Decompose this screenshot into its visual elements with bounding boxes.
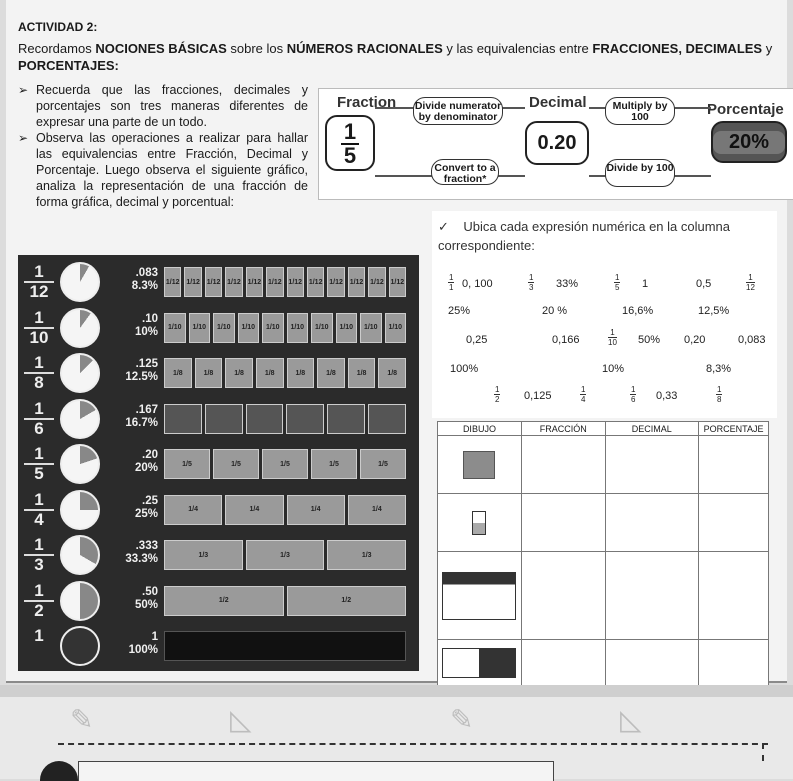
pie-icon <box>60 444 100 484</box>
fraction-wall <box>18 255 419 671</box>
column-header: DIBUJO <box>438 422 522 436</box>
fraction-numerator: 1 <box>24 445 54 465</box>
lower-strip <box>0 685 793 779</box>
fraction-cell: 1/12 <box>327 267 344 297</box>
row-decimal: .50 <box>142 585 158 598</box>
answer-cell[interactable] <box>699 552 769 640</box>
fraction-cell: 1/12 <box>307 267 324 297</box>
fraction-bar <box>164 631 406 661</box>
expression: 25% <box>448 305 471 317</box>
answer-cell[interactable] <box>521 436 605 494</box>
fraction-value <box>341 121 359 167</box>
expression: $\frac{1}{8}$ <box>717 385 722 404</box>
row-percent: 16.7% <box>125 416 158 429</box>
row-percent: 50% <box>134 598 158 611</box>
fraction-wall-row <box>18 350 419 396</box>
fraction-cell <box>164 404 202 434</box>
row-decimal: .167 <box>135 403 158 416</box>
decimal-label: Decimal <box>529 94 587 111</box>
row-decimal: .25 <box>142 494 158 507</box>
row-decimal: .083 <box>135 267 158 279</box>
pie-icon <box>60 535 100 575</box>
fraction-denominator: 6 <box>34 418 44 438</box>
fraction-denominator: 10 <box>29 327 49 347</box>
intro-bold: PORCENTAJES: <box>18 58 119 73</box>
expression: 10% <box>602 363 625 375</box>
fraction-cell: 1/10 <box>287 313 309 343</box>
answer-cell[interactable] <box>605 552 699 640</box>
answer-table <box>437 421 769 686</box>
row-decimal-percent <box>116 267 158 293</box>
pencil-icon: ✎ <box>70 704 94 735</box>
drawing-cell <box>438 552 522 640</box>
expression: 0,125 <box>524 390 552 402</box>
row-fraction <box>24 536 54 574</box>
fraction-cell: 1/5 <box>360 449 406 479</box>
answer-cell[interactable] <box>699 640 769 686</box>
pie-icon <box>60 353 100 393</box>
fraction-cell: 1/12 <box>246 267 263 297</box>
column-header: FRACCIÓN <box>521 422 605 436</box>
speech-box <box>78 761 554 781</box>
row-percent: 25% <box>134 507 158 520</box>
intro-text: sobre los <box>226 41 287 56</box>
pie-icon <box>60 308 100 348</box>
fraction-bar <box>164 586 406 616</box>
triangle-ruler-icon: ◺ <box>620 704 642 735</box>
fraction-wall-row <box>18 305 419 351</box>
dashed-border <box>58 743 768 745</box>
intro-text: y <box>762 41 773 56</box>
fraction-wall-row <box>18 441 419 487</box>
answer-cell[interactable] <box>699 494 769 552</box>
expression: 12,5% <box>698 305 730 317</box>
fraction-cell <box>368 404 406 434</box>
decimal-box <box>525 121 589 165</box>
fraction-wall-row <box>18 487 419 533</box>
fraction-bar <box>164 540 406 570</box>
arrow-icon: ➢ <box>18 83 29 97</box>
row-decimal-percent <box>116 586 158 612</box>
answer-cell[interactable] <box>521 552 605 640</box>
convert-fraction-label: Convert to a fraction* <box>431 159 499 185</box>
expression: 0,083 <box>738 334 766 346</box>
answer-cell[interactable] <box>605 494 699 552</box>
fraction-cell: 1/8 <box>256 358 284 388</box>
fraction-cell: 1/10 <box>385 313 407 343</box>
expression: 16,6% <box>622 305 654 317</box>
fraction-numerator: 1 <box>24 400 54 420</box>
fraction-cell: 1/8 <box>195 358 223 388</box>
row-percent: 10% <box>134 325 158 338</box>
percent-value: 20% <box>713 131 785 154</box>
bullet-item <box>18 82 308 130</box>
fraction-cell: 1/12 <box>205 267 222 297</box>
dashed-border <box>762 743 764 761</box>
bullet-text: Recuerda que las fracciones, decimales y porcentajes son tres maneras diferentes de expresar una parte de un todo. <box>36 83 308 129</box>
fraction-cell: 1/2 <box>287 586 407 616</box>
instruction-text <box>438 217 773 255</box>
fraction-cell: 1/8 <box>317 358 345 388</box>
intro-text: Recordamos <box>18 41 96 56</box>
fraction-cell: 1/12 <box>184 267 201 297</box>
fraction-denominator: 4 <box>34 509 44 529</box>
fraction-cell: 1/4 <box>348 495 406 525</box>
instructions-panel <box>432 211 777 418</box>
fraction-cell: 1/5 <box>311 449 357 479</box>
fraction-cell: 1/5 <box>213 449 259 479</box>
pie-icon <box>60 262 100 302</box>
fraction-cell <box>205 404 243 434</box>
fraction-cell: 1/3 <box>246 540 325 570</box>
square-drawing <box>463 451 495 479</box>
multiply-label: Multiply by 100 <box>605 97 675 125</box>
intro-bold: NÚMEROS RACIONALES <box>286 41 443 56</box>
expression: $\frac{1}{12}$ <box>746 273 755 292</box>
column-header: PORCENTAJE <box>699 422 769 436</box>
fraction-cell: 1/8 <box>287 358 315 388</box>
expression: $\frac{1}{1}$ <box>449 273 454 292</box>
answer-cell[interactable] <box>605 436 699 494</box>
divide-numerator-label: Divide numerator by denominator <box>413 97 503 125</box>
row-decimal-percent <box>116 404 158 430</box>
fraction-cell: 1/5 <box>164 449 210 479</box>
fraction-denominator: 5 <box>34 464 44 483</box>
fraction-numerator: 1 <box>24 582 54 602</box>
fraction-numerator: 1 <box>24 536 54 556</box>
fraction-wall-row <box>18 623 419 669</box>
intro-paragraph <box>18 40 786 74</box>
fraction-cell: 1/12 <box>266 267 283 297</box>
expression: 0,5 <box>696 278 712 290</box>
fraction-cell: 1/8 <box>348 358 376 388</box>
expression: 20 % <box>542 305 568 317</box>
fraction-wall-row <box>18 396 419 442</box>
fraction-cell: 1/10 <box>311 313 333 343</box>
column-header: DECIMAL <box>605 422 699 436</box>
pie-icon <box>60 490 100 530</box>
expression: 100% <box>450 363 479 375</box>
fraction-num: 1 <box>341 121 359 145</box>
fraction-wall-row <box>18 532 419 578</box>
split-drawing <box>442 648 516 678</box>
fraction-cell <box>327 404 365 434</box>
fraction-cell: 1/10 <box>262 313 284 343</box>
pie-icon <box>60 626 100 666</box>
expression: 1 <box>642 278 649 290</box>
expression: 0,166 <box>552 334 580 346</box>
fraction-cell: 1/10 <box>360 313 382 343</box>
expression: $\frac{1}{3}$ <box>529 273 534 292</box>
bullet-list <box>18 82 308 210</box>
answer-cell[interactable] <box>521 494 605 552</box>
fraction-numerator: 1 <box>34 626 44 645</box>
intro-text: y las equivalencias entre <box>442 41 593 56</box>
expression: 0, 100 <box>462 278 493 290</box>
expression: 0,33 <box>656 390 678 402</box>
expression: 33% <box>556 278 579 290</box>
check-icon: ✓ <box>438 219 449 234</box>
intro-bold: NOCIONES BÁSICAS <box>95 41 227 56</box>
fraction-wall-row <box>18 578 419 624</box>
fraction-bar <box>164 449 406 479</box>
row-decimal: .125 <box>135 358 158 370</box>
next-activity-area <box>0 697 793 779</box>
conversion-diagram <box>318 88 793 200</box>
expression: $\frac{1}{6}$ <box>631 385 636 404</box>
pencil-icon: ✎ <box>450 704 474 735</box>
row-decimal-percent <box>116 495 158 521</box>
expression: $\frac{1}{2}$ <box>495 385 500 404</box>
row-fraction <box>24 491 54 529</box>
fraction-cell: 1/4 <box>225 495 283 525</box>
arrow-icon: ➢ <box>18 131 29 145</box>
fraction-cell: 1/10 <box>238 313 260 343</box>
fraction-numerator: 1 <box>24 354 54 374</box>
answer-cell[interactable] <box>699 436 769 494</box>
instruction-body: Ubica cada expresión numérica en la columna correspondiente: <box>438 219 731 253</box>
activity-title: ACTIVIDAD 2: <box>18 20 98 34</box>
row-fraction <box>24 627 54 645</box>
fraction-cell: 1/8 <box>225 358 253 388</box>
fraction-cell: 1/2 <box>164 586 284 616</box>
row-decimal-percent <box>116 358 158 384</box>
drawing-cell <box>438 436 522 494</box>
row-decimal: .333 <box>135 540 158 552</box>
fraction-cell: 1/4 <box>287 495 345 525</box>
row-decimal-percent <box>116 449 158 475</box>
fraction-cell: 1/12 <box>389 267 406 297</box>
bullet-text: Observa las operaciones a realizar para hallar las equivalencias entre Fracción, Decimal y Porcentaje. Luego observa el siguiente gráfico, analiza la representación de una fracción de forma gráfica, decimal y porcentual: <box>36 131 308 209</box>
fraction-bar <box>164 495 406 525</box>
pie-icon <box>60 581 100 621</box>
fraction-cell: 1/12 <box>368 267 385 297</box>
bullet-item <box>18 130 308 210</box>
row-percent: 100% <box>128 644 158 656</box>
fraction-denominator: 3 <box>34 555 44 574</box>
fraction-cell: 1/10 <box>336 313 358 343</box>
fraction-cell <box>286 404 324 434</box>
character-head <box>40 761 78 781</box>
expression: $\frac{1}{5}$ <box>615 273 620 292</box>
row-percent: 33.3% <box>125 553 158 565</box>
row-decimal: .10 <box>142 312 158 325</box>
expression: 0,20 <box>684 334 706 346</box>
row-fraction <box>24 309 54 347</box>
row-decimal: 1 <box>151 631 158 643</box>
fraction-cell: 1/12 <box>348 267 365 297</box>
expression: $\frac{1}{4}$ <box>581 385 586 404</box>
triangle-ruler-icon: ◺ <box>230 704 252 735</box>
intro-bold: FRACCIONES, DECIMALES <box>592 41 763 56</box>
fraction-wall-row <box>18 259 419 305</box>
row-decimal-percent <box>116 540 158 566</box>
fraction-numerator: 1 <box>24 263 54 283</box>
row-fraction <box>24 263 54 301</box>
activity-sheet <box>6 0 787 683</box>
answer-cell[interactable] <box>521 640 605 686</box>
drawing-cell <box>438 494 522 552</box>
pie-icon <box>60 399 100 439</box>
expression: 50% <box>638 334 661 346</box>
row-percent: 12.5% <box>125 371 158 383</box>
fraction-cell: 1/3 <box>327 540 406 570</box>
fraction-cell <box>164 631 406 661</box>
grid-drawing <box>472 511 486 535</box>
row-percent: 8.3% <box>131 280 158 292</box>
fraction-cell: 1/10 <box>189 313 211 343</box>
row-decimal-percent <box>116 313 158 339</box>
answer-cell[interactable] <box>605 640 699 686</box>
fraction-cell: 1/10 <box>164 313 186 343</box>
fraction-bar <box>164 404 406 434</box>
divide-label: Divide by 100 <box>605 159 675 187</box>
fraction-den: 5 <box>343 143 357 168</box>
row-fraction <box>24 400 54 438</box>
expression: 8,3% <box>706 363 732 375</box>
expression: $\frac{1}{10}$ <box>608 328 617 347</box>
fraction-denominator: 12 <box>29 282 49 301</box>
fraction-cell: 1/8 <box>164 358 192 388</box>
drawing-cell <box>438 640 522 686</box>
fraction-cell: 1/4 <box>164 495 222 525</box>
fraction-cell: 1/8 <box>378 358 406 388</box>
decimal-value: 0.20 <box>537 132 577 154</box>
fraction-bar <box>164 358 406 388</box>
percent-box <box>711 121 787 163</box>
fraction-cell: 1/12 <box>164 267 181 297</box>
fraction-bar <box>164 313 406 343</box>
row-fraction <box>24 354 54 392</box>
fraction-cell: 1/12 <box>287 267 304 297</box>
row-decimal-percent <box>116 631 158 657</box>
expression: 0,25 <box>466 334 488 346</box>
row-decimal: .20 <box>142 449 158 461</box>
fraction-cell <box>246 404 284 434</box>
fraction-cell: 1/12 <box>225 267 242 297</box>
fraction-denominator: 8 <box>34 373 44 392</box>
fraction-numerator: 1 <box>24 309 54 329</box>
row-percent: 20% <box>134 462 158 474</box>
percent-label: Porcentaje <box>707 101 784 118</box>
fraction-box <box>325 115 375 171</box>
fraction-cell: 1/3 <box>164 540 243 570</box>
row-fraction <box>24 582 54 620</box>
bar-drawing <box>442 572 516 620</box>
fraction-denominator: 2 <box>34 600 44 620</box>
fraction-numerator: 1 <box>24 491 54 511</box>
fraction-bar <box>164 267 406 297</box>
fraction-cell: 1/5 <box>262 449 308 479</box>
fraction-label: Fraction <box>337 94 397 111</box>
row-fraction <box>24 445 54 483</box>
fraction-cell: 1/10 <box>213 313 235 343</box>
